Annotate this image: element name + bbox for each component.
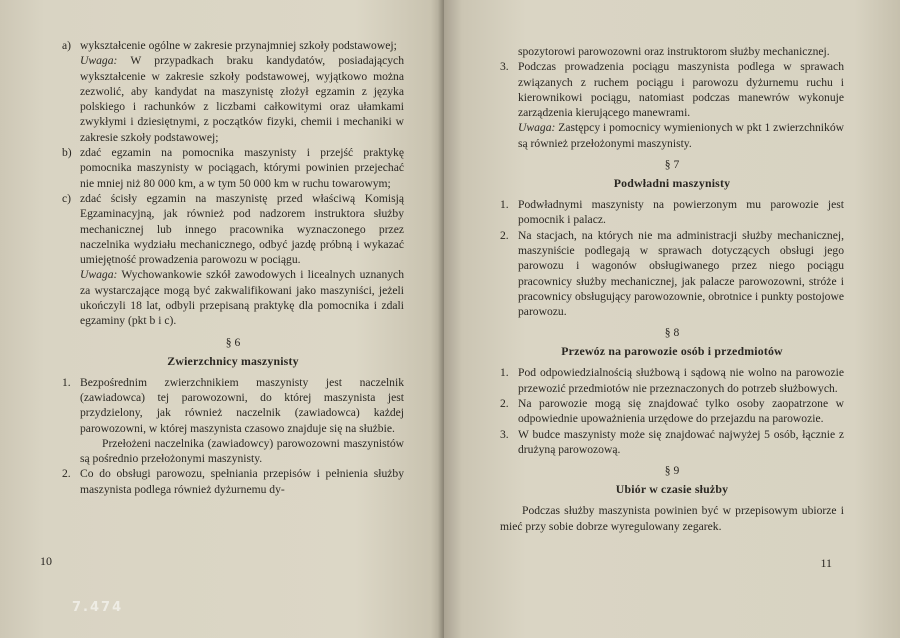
right-page	[444, 0, 900, 638]
list-item	[500, 44, 844, 59]
list-item	[500, 365, 844, 396]
section-9-title: Ubiór w czasie służby	[615, 482, 729, 497]
page-number-right: 11	[820, 556, 832, 570]
item-label: 3.	[500, 427, 509, 441]
item-text: W przypadkach braku kandydatów, posiadających wykształcenie w zakresie szkoły podstawowej, wyjątkowo można zezwolić, aby kandydat na maszynistę złożył egzamin z języka polskiego i rachunków z liczbami całkowitymi oraz ułamkami zwykłymi i dziesiętnymi, z początków fizyki, chemii i mechaniki w zakresie szkoły podstawowej;	[80, 54, 404, 144]
note-label: Uwaga:	[80, 268, 118, 282]
list-item	[62, 38, 404, 53]
section-6-list	[62, 375, 404, 497]
item-text: W budce maszynisty może się znajdować najwyżej 5 osób, łącznie z drużyną parowozową.	[518, 427, 844, 456]
item-text: Bezpośrednim zwierzchnikiem maszynisty jest naczelnik (zawiadowca) tej parowozowni, do której maszynista jest przydzielony, jak również naczelnik (zawiadowca) każdej parowozowni, w której maszynista czasowo znajduje się na służbie.	[80, 375, 404, 435]
right-continuation-list	[500, 44, 844, 151]
note-label: Uwaga:	[80, 54, 118, 68]
item-label: 1.	[500, 198, 509, 212]
list-item	[500, 120, 844, 151]
item-text: Na parowozie mogą się znajdować tylko osoby zaopatrzone w odpowiednie upoważnienia urzędowe do przejazdu na parowozie.	[518, 397, 844, 426]
list-item	[500, 197, 844, 228]
item-label: c)	[62, 191, 72, 205]
item-label: 2.	[500, 397, 509, 411]
list-item	[500, 427, 844, 458]
item-text: Pod odpowiedzialnością służbową i sądową nie wolno na parowozie przewozić przedmiotów nie przeznaczonych do potrzeb służbowych.	[518, 366, 844, 395]
section-8-title: Przewóz na parowozie osób i przedmiotów	[561, 344, 783, 359]
item-text: zdać ścisły egzamin na maszynistę przed właściwą Komisją Egzaminacyjną, jak również pod nadzorem instruktora służby mechanicznej lub innego pracownika wyznaczonego przez naczelnika wydziału mechanicznego, odbyć jazdę próbną i wykazać umiejętność prowadzenia parowozu w pociągu.	[80, 191, 404, 267]
item-text: Przełożeni naczelnika (zawiadowcy) parowozowni maszynistów są pośrednio przełożonymi maszynisty.	[80, 436, 404, 466]
item-text: Na stacjach, na których nie ma administracji służby mechanicznej, maszyniście podlegają w sprawach dotyczących obsługi jego parowozu i wagonów obsługiwanego przez niego pociągu pracownicy służby mechanicznej, jak palacze parowozowni, stróże i pracownicy obsługujący parowozownie, obrotnice i punkty postojowe parowozu.	[518, 228, 844, 319]
watermark-stamp: 7.474	[72, 600, 124, 615]
list-item	[62, 267, 404, 328]
section-7-title: Podwładni maszynisty	[613, 176, 731, 191]
item-text: Wychowankowie szkół zawodowych i licealnych uznanych za wystarczające mogą być zakwalifikowani jako maszyniści, jeżeli ukończyli 18 lat, odbyli przepisaną praktykę dla pomocnika i zdali egzaminy (pkt b i c).	[80, 268, 404, 328]
item-text: wykształcenie ogólne w zakresie przynajmniej szkoły podstawowej;	[80, 39, 397, 52]
section-9-text: Podczas służby maszynista powinien być w przepisowym ubiorze i mieć przy sobie dobrze wyregulowany zegarek.	[500, 504, 844, 533]
list-item	[62, 53, 404, 145]
left-requirements-list	[62, 38, 404, 329]
list-item	[62, 145, 404, 191]
list-item	[62, 191, 404, 267]
list-item	[500, 59, 844, 120]
item-text: Co do obsługi parowozu, spełniania przepisów i pełnienia służby maszynista podlega również dyżurnemu dy-	[80, 467, 404, 496]
section-8-list	[500, 365, 844, 457]
section-6-number: § 6	[225, 335, 241, 349]
section-9-number: § 9	[664, 464, 680, 478]
list-item	[62, 436, 404, 467]
list-item	[62, 375, 404, 436]
item-label: a)	[62, 39, 72, 52]
note-label: Uwaga:	[518, 121, 556, 135]
item-label: 3.	[500, 60, 509, 74]
item-label: b)	[62, 146, 72, 160]
list-item	[62, 466, 404, 497]
list-item	[500, 228, 844, 320]
section-8-number: § 8	[664, 326, 680, 340]
item-label: 2.	[500, 228, 509, 242]
page-number-left: 10	[40, 554, 52, 568]
section-7-number: § 7	[664, 158, 680, 172]
item-text: zdać egzamin na pomocnika maszynisty i przejść praktykę pomocnika maszynisty w pociągach, którymi powinien przejechać nie mniej niż 80 000 km, a w tym 50 000 km w ruchu towarowym;	[80, 146, 404, 190]
item-text: Podwładnymi maszynisty na powierzonym mu parowozie jest pomocnik i palacz.	[518, 198, 844, 227]
item-label: 1.	[62, 375, 71, 389]
item-label: 1.	[500, 366, 509, 380]
section-7-list	[500, 197, 844, 319]
item-text: Podczas prowadzenia pociągu maszynista podlega w sprawach związanych z ruchem pociągu i parowozu dyżurnemu ruchu i kierownikowi pociągu, natomiast podczas manewrów wykonuje zarządzenia kierującego manewrami.	[518, 60, 844, 120]
section-6-title: Zwierzchnicy maszynisty	[167, 353, 299, 368]
item-text: spozytorowi parowozowni oraz instruktorom służby mechanicznej.	[518, 45, 830, 58]
left-page	[0, 0, 444, 638]
list-item	[500, 396, 844, 427]
item-text: Zastępcy i pomocnicy wymienionych w pkt 1 zwierzchników są również przełożonymi maszynisty.	[518, 121, 844, 150]
item-label: 2.	[62, 467, 71, 481]
